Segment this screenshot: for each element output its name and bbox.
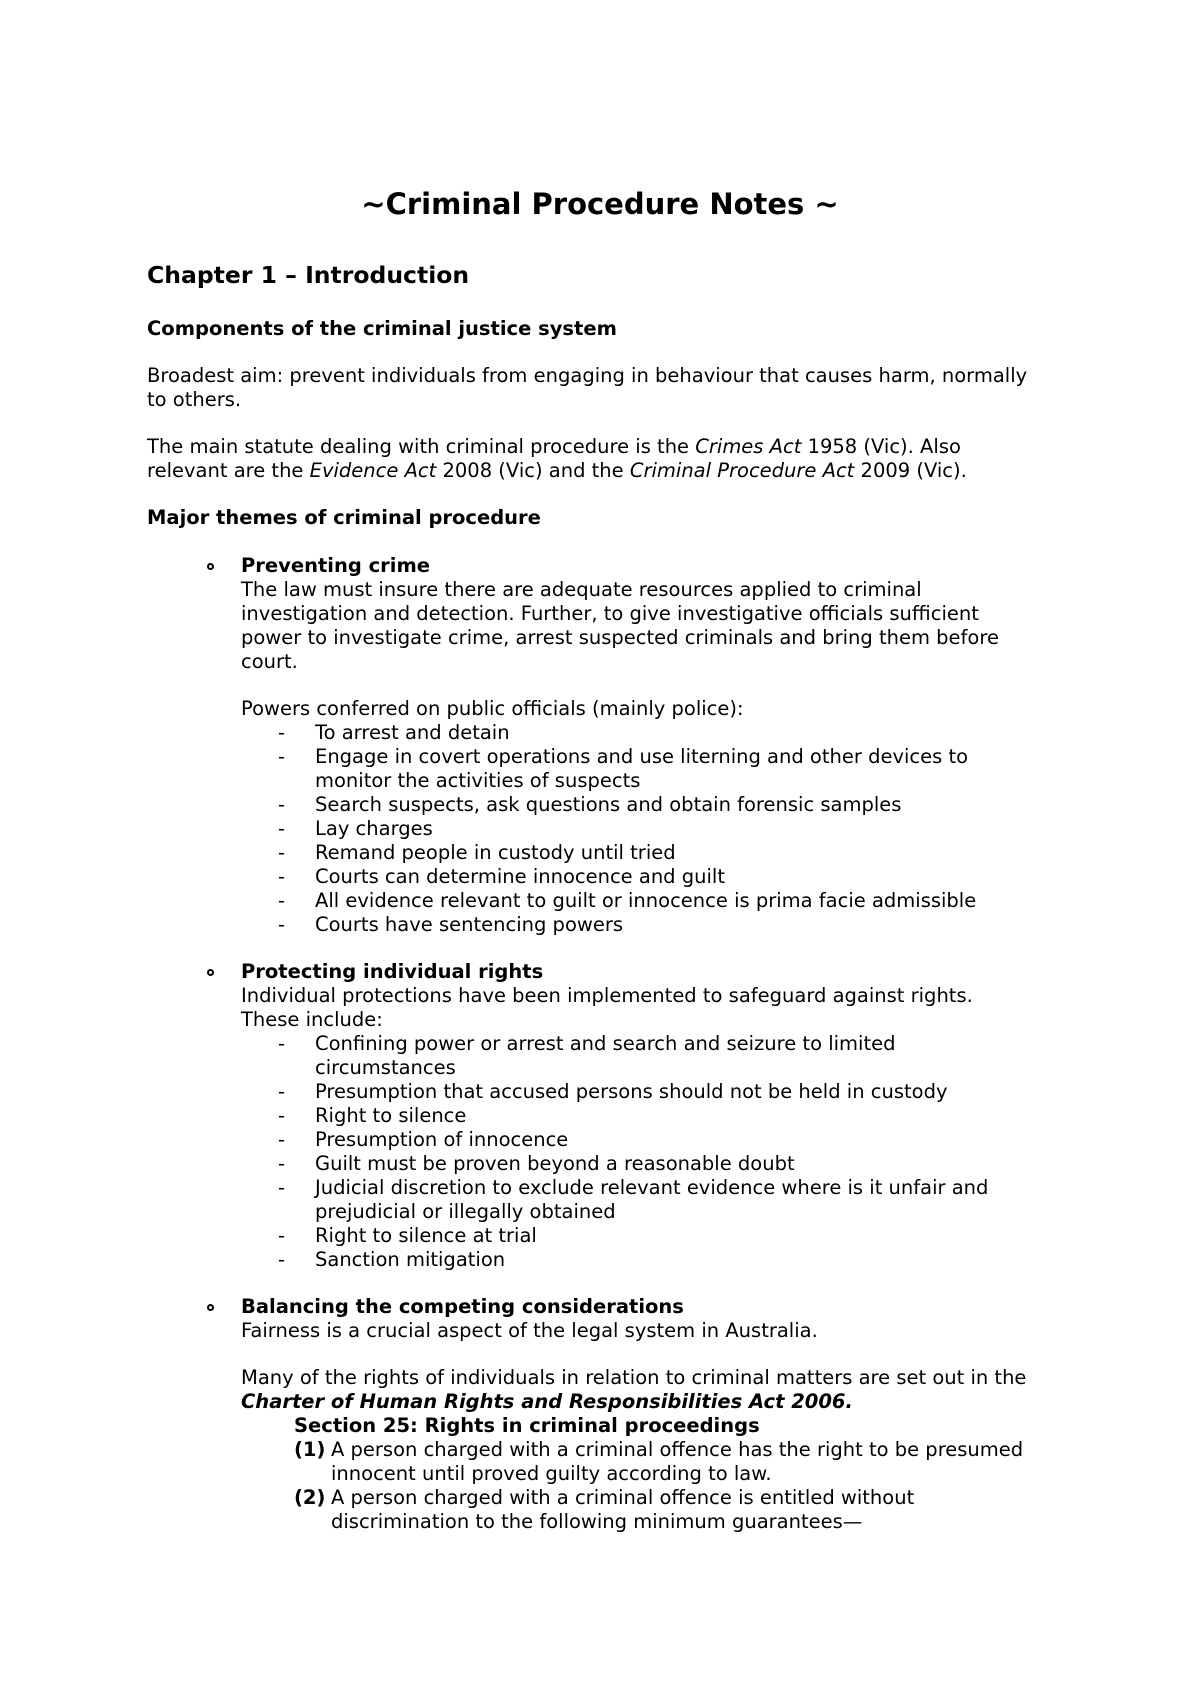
list-item: Presumption that accused persons should not be held in custody (315, 1080, 948, 1103)
dash-bullet: - (278, 1152, 286, 1175)
dash-bullet: - (278, 841, 286, 864)
list-item: monitor the activities of suspects (315, 769, 641, 792)
list-item: prejudicial or illegally obtained (315, 1200, 616, 1223)
page-title: ~Criminal Procedure Notes ~ (361, 187, 839, 221)
dash-bullet: - (278, 1248, 286, 1271)
subsection-text: A person charged with a criminal offence has the right to be presumed (331, 1438, 1024, 1461)
list-item: Presumption of innocence (315, 1128, 569, 1151)
dash-bullet: - (278, 889, 286, 912)
paragraph-line: to others. (147, 388, 242, 411)
paragraph-line: court. (241, 650, 298, 673)
list-item: Courts have sentencing powers (315, 913, 623, 936)
subsection-text: A person charged with a criminal offence is entitled without (331, 1486, 915, 1509)
dash-bullet: - (278, 1176, 286, 1199)
statute-name: Criminal Procedure Act (629, 459, 855, 482)
dash-bullet: - (278, 745, 286, 768)
dash-bullet: - (278, 1104, 286, 1127)
dash-bullet: - (278, 1080, 286, 1103)
dash-bullet: - (278, 913, 286, 936)
list-item: Confining power or arrest and search and seizure to limited (315, 1032, 896, 1055)
paragraph-line: These include: (241, 1008, 383, 1031)
dash-bullet: - (278, 1224, 286, 1247)
dash-bullet: - (278, 1128, 286, 1151)
list-item: Judicial discretion to exclude relevant evidence where is it unfair and (315, 1176, 989, 1199)
list-item: Right to silence (315, 1104, 467, 1127)
paragraph-line: Broadest aim: prevent individuals from engaging in behaviour that causes harm, normally (147, 364, 1028, 387)
statute-name: Crimes Act (695, 435, 802, 458)
paragraph-line: power to investigate crime, arrest suspected criminals and bring them before (241, 626, 999, 649)
powers-intro: Powers conferred on public officials (mainly police): (241, 697, 744, 720)
paragraph-line: Fairness is a crucial aspect of the legal system in Australia. (241, 1319, 818, 1342)
circle-bullet-icon (207, 1304, 214, 1311)
section-heading-themes: Major themes of criminal procedure (147, 506, 541, 529)
list-item: Guilt must be proven beyond a reasonable doubt (315, 1152, 795, 1175)
dash-bullet: - (278, 793, 286, 816)
charter-title: Charter of Human Rights and Responsibilities Act 2006. (241, 1390, 853, 1413)
dash-bullet: - (278, 1032, 286, 1055)
theme-title-protecting-rights: Protecting individual rights (241, 960, 544, 983)
text-run: 1958 (Vic). Also (801, 435, 961, 458)
list-item: Lay charges (315, 817, 433, 840)
list-item: Engage in covert operations and use literning and other devices to (315, 745, 969, 768)
chapter-heading: Chapter 1 – Introduction (147, 261, 470, 289)
text-run: relevant are the (147, 459, 310, 482)
section-heading-components: Components of the criminal justice system (147, 317, 617, 340)
circle-bullet-icon (207, 563, 214, 570)
subsection-number: (2) (294, 1486, 326, 1509)
subsection-text: innocent until proved guilty according to law. (331, 1462, 772, 1485)
paragraph-line: Many of the rights of individuals in relation to criminal matters are set out in the (241, 1366, 1027, 1389)
subsection-number: (1) (294, 1438, 326, 1461)
dash-bullet: - (278, 817, 286, 840)
paragraph-line: Individual protections have been implemented to safeguard against rights. (241, 984, 973, 1007)
text-run: The main statute dealing with criminal procedure is the (147, 435, 696, 458)
paragraph-line: investigation and detection. Further, to give investigative officials sufficient (241, 602, 979, 625)
text-run: 2009 (Vic). (854, 459, 967, 482)
list-item: Remand people in custody until tried (315, 841, 676, 864)
list-item: Search suspects, ask questions and obtain forensic samples (315, 793, 902, 816)
dash-bullet: - (278, 721, 286, 744)
list-item: To arrest and detain (315, 721, 510, 744)
list-item: Sanction mitigation (315, 1248, 506, 1271)
statute-name: Evidence Act (309, 459, 437, 482)
paragraph-line: The law must insure there are adequate resources applied to criminal (241, 578, 922, 601)
dash-bullet: - (278, 865, 286, 888)
paragraph-line (147, 459, 967, 483)
list-item: Right to silence at trial (315, 1224, 537, 1247)
section-25-heading: Section 25: Rights in criminal proceedings (294, 1414, 760, 1437)
list-item: Courts can determine innocence and guilt (315, 865, 725, 888)
list-item: All evidence relevant to guilt or innocence is prima facie admissible (315, 889, 977, 912)
circle-bullet-icon (207, 969, 214, 976)
theme-title-preventing-crime: Preventing crime (241, 554, 430, 577)
subsection-text: discrimination to the following minimum guarantees— (331, 1510, 863, 1533)
paragraph-line (147, 435, 961, 459)
list-item: circumstances (315, 1056, 456, 1079)
text-run: 2008 (Vic) and the (436, 459, 630, 482)
theme-title-balancing: Balancing the competing considerations (241, 1295, 684, 1318)
